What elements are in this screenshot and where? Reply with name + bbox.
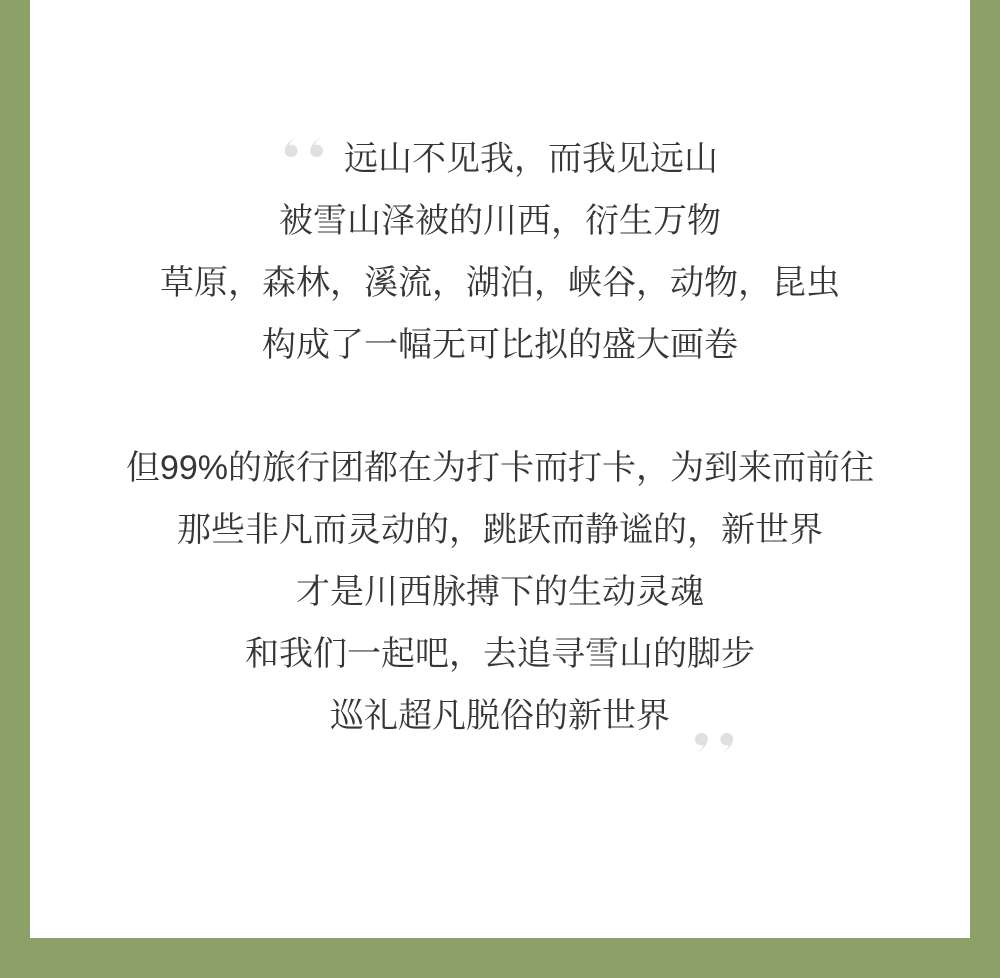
quote-line: 那些非凡而灵动的，跳跃而静谧的，新世界	[177, 511, 823, 549]
quote-line: 和我们一起吧，去追寻雪山的脚步	[245, 635, 755, 673]
quote-line: 构成了一幅无可比拟的盛大画卷	[262, 326, 738, 364]
quote-line: 草原，森林，溪流，湖泊，峡谷，动物，昆虫	[160, 264, 840, 302]
quote-line: 被雪山泽被的川西，衍生万物	[279, 202, 721, 240]
right-border-bar	[970, 0, 1000, 978]
quote-paragraph-2	[30, 437, 970, 747]
quote-line: 但99%的旅行团都在为打卡而打卡，为到来而前往	[125, 449, 875, 487]
quote-line: 巡礼超凡脱俗的新世界	[330, 697, 670, 735]
quote-line: 才是川西脉搏下的生动灵魂	[296, 573, 704, 611]
quote-block	[30, 0, 970, 747]
bottom-border-bar	[0, 938, 1000, 978]
left-border-bar	[0, 0, 30, 978]
close-quote-icon	[688, 733, 736, 755]
quote-line-text: 远山不见我，而我见远山	[344, 140, 718, 178]
open-quote-icon	[282, 135, 330, 157]
quote-line	[30, 128, 970, 190]
